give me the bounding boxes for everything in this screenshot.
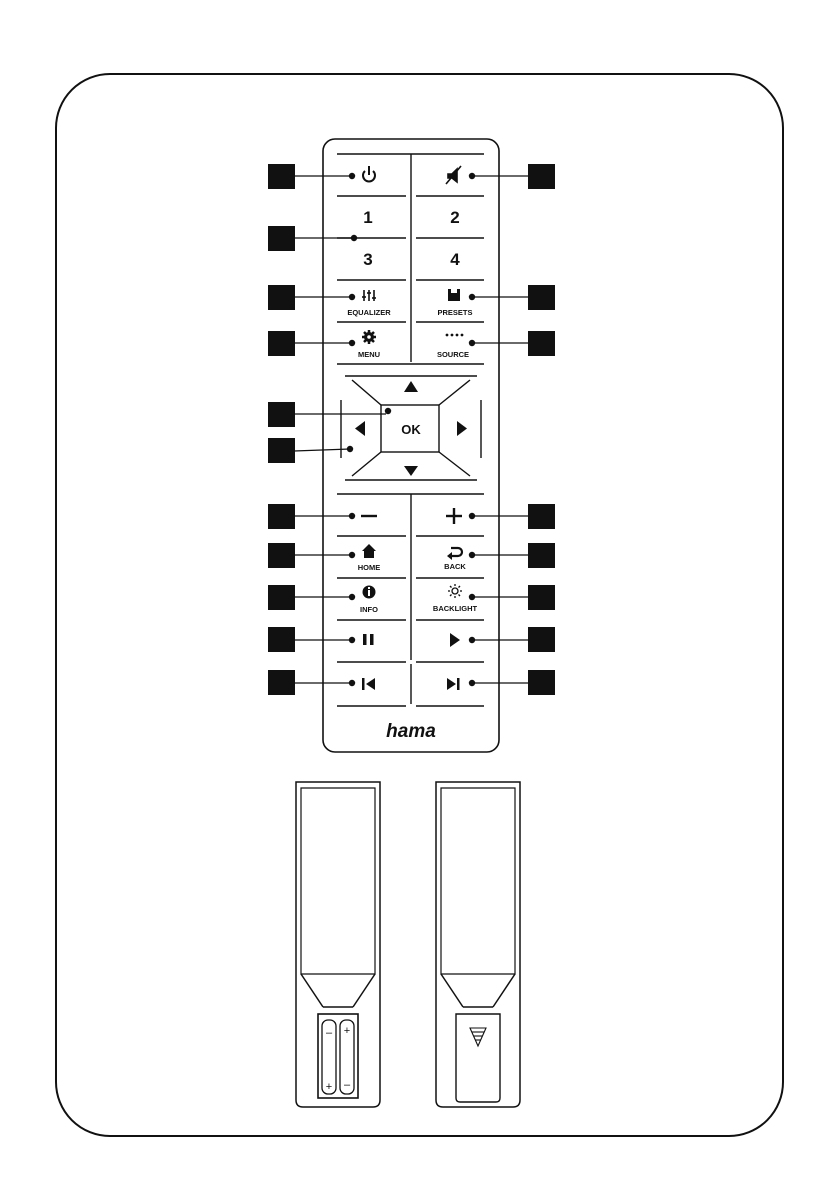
back-arrow-icon[interactable] (447, 548, 462, 560)
source-dots-icon[interactable] (446, 334, 464, 337)
equalizer-label: EQUALIZER (347, 308, 391, 317)
brand-logo: hama (386, 721, 436, 742)
info-icon[interactable] (363, 586, 376, 599)
battery-cover (456, 1014, 500, 1102)
callout-marker (528, 585, 555, 610)
arrow-up-icon[interactable] (404, 381, 418, 392)
callout-marker (268, 585, 295, 610)
remote-back-open (296, 782, 380, 1107)
callout-marker (268, 402, 295, 427)
battery-compartment (318, 1014, 358, 1098)
battery-mark: + (343, 1025, 351, 1037)
callout-marker (528, 331, 555, 356)
arrow-left-icon[interactable] (355, 421, 365, 436)
callout-marker (268, 164, 295, 189)
callout-marker (528, 164, 555, 189)
callout-marker (528, 543, 555, 568)
presets-label: PRESETS (437, 308, 473, 317)
remote-back-closed (436, 782, 520, 1107)
home-label: HOME (357, 563, 381, 572)
callout-marker (268, 226, 295, 251)
callout-marker (268, 285, 295, 310)
callout-markers-left (268, 164, 295, 695)
mute-icon[interactable] (446, 166, 461, 184)
callout-marker (528, 627, 555, 652)
battery-mark: – (343, 1079, 351, 1091)
gear-icon[interactable] (362, 330, 376, 344)
callout-marker (268, 670, 295, 695)
button-4-label[interactable]: 4 (450, 250, 460, 269)
callout-marker (528, 504, 555, 529)
ok-label: OK (401, 422, 421, 437)
callout-marker (268, 438, 295, 463)
callout-markers-right (528, 164, 555, 695)
power-icon[interactable] (363, 166, 375, 181)
page-frame (56, 74, 783, 1136)
presets-icon[interactable] (448, 289, 460, 301)
skip-back-icon[interactable] (362, 678, 375, 690)
latch-icon[interactable] (470, 1028, 486, 1046)
skip-forward-icon[interactable] (447, 678, 460, 690)
menu-label: MENU (357, 350, 381, 359)
equalizer-icon[interactable] (362, 290, 376, 301)
sun-icon[interactable] (448, 584, 462, 598)
plus-icon[interactable] (446, 508, 462, 524)
callout-marker (268, 627, 295, 652)
callout-marker (528, 285, 555, 310)
button-2-label[interactable]: 2 (450, 208, 460, 227)
callout-marker (268, 504, 295, 529)
arrow-down-icon[interactable] (404, 466, 418, 476)
battery-mark: + (325, 1081, 333, 1093)
play-icon[interactable] (450, 633, 460, 647)
back-label: BACK (444, 562, 466, 571)
backlight-label: BACKLIGHT (432, 604, 478, 613)
source-label: SOURCE (436, 350, 470, 359)
button-1-label[interactable]: 1 (363, 208, 373, 227)
arrow-right-icon[interactable] (457, 421, 467, 436)
home-icon[interactable] (362, 544, 376, 558)
info-label: INFO (360, 605, 378, 614)
pause-icon[interactable] (363, 634, 374, 645)
button-3-label[interactable]: 3 (363, 250, 373, 269)
callout-marker (268, 331, 295, 356)
callout-marker (528, 670, 555, 695)
callout-marker (268, 543, 295, 568)
battery-mark: – (325, 1027, 333, 1039)
